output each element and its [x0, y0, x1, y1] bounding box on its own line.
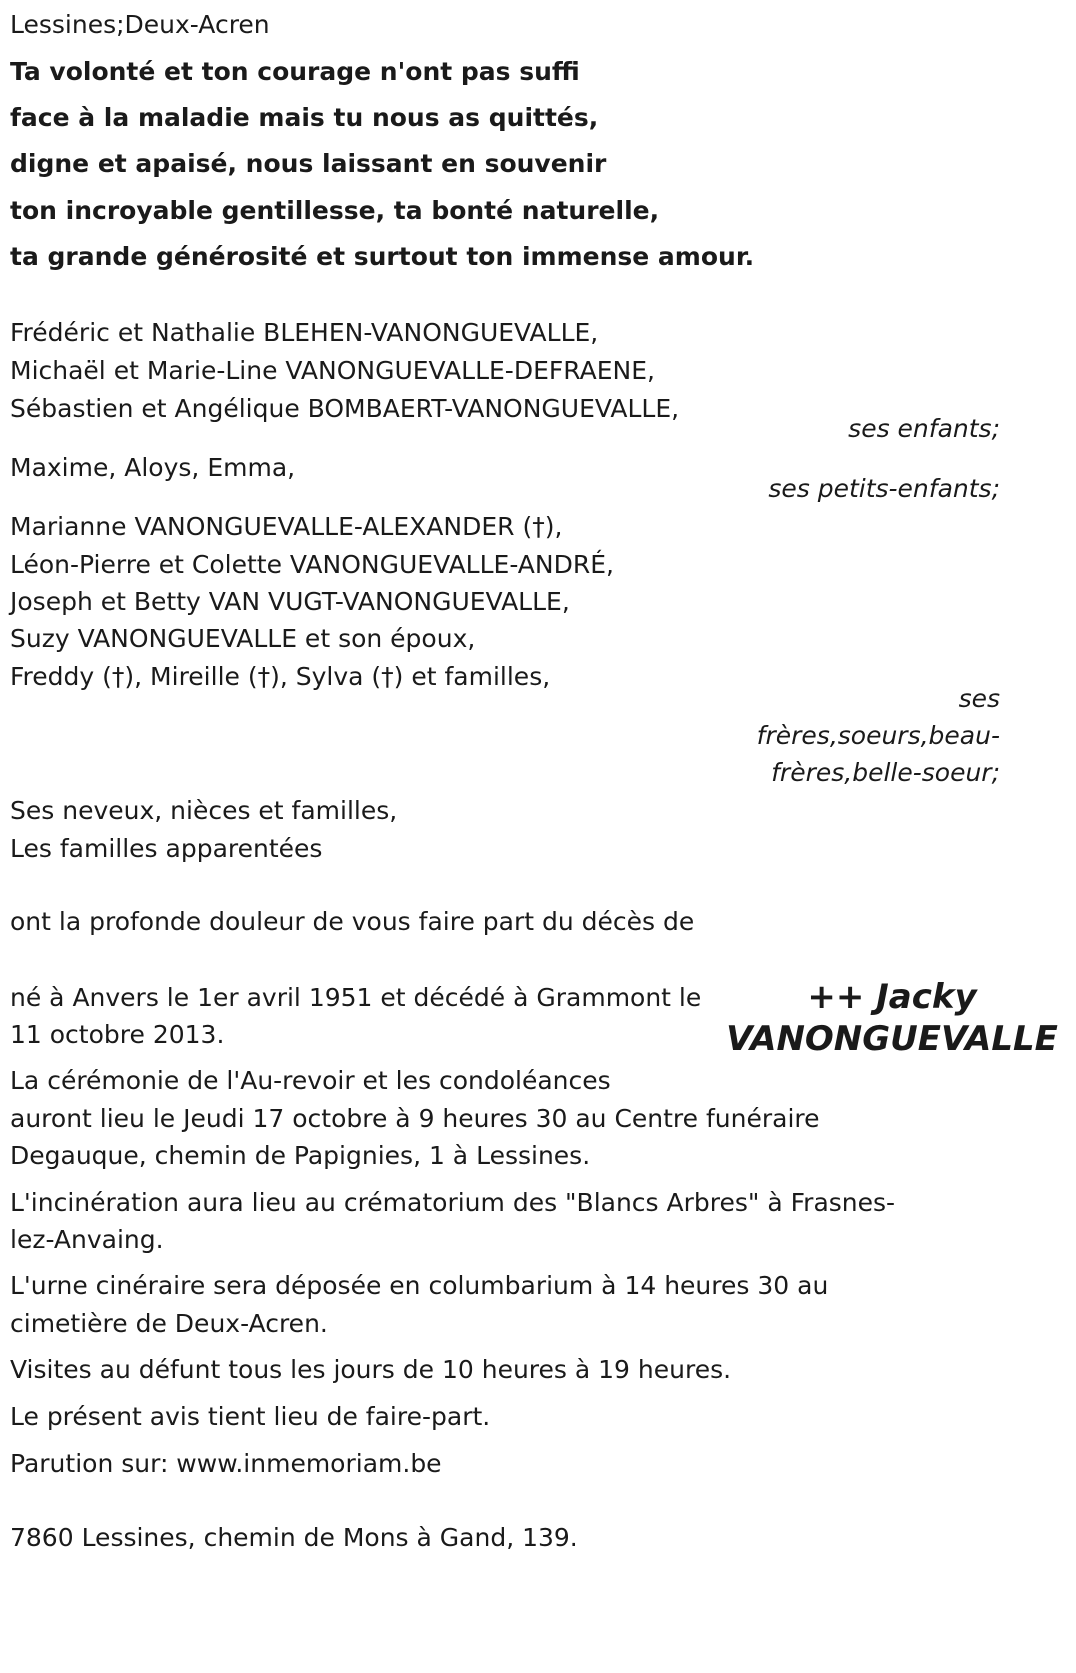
- siblings-relation: frères,belle-soeur;: [771, 758, 1000, 787]
- deceased-name: ++ Jacky: [807, 977, 977, 1017]
- location-header: Lessines;Deux-Acren: [10, 10, 270, 39]
- sibling-line: Suzy VANONGUEVALLE et son époux,: [10, 624, 476, 653]
- children-relation: ses enfants;: [848, 414, 1000, 443]
- sibling-line: Joseph et Betty VAN VUGT-VANONGUEVALLE,: [10, 587, 570, 616]
- sibling-line: Marianne VANONGUEVALLE-ALEXANDER (†),: [10, 512, 563, 541]
- address: 7860 Lessines, chemin de Mons à Gand, 139.: [10, 1523, 578, 1552]
- children-line: Sébastien et Angélique BOMBAERT-VANONGUEVALLE,: [10, 394, 680, 423]
- urn-line: L'urne cinéraire sera déposée en columbarium à 14 heures 30 au: [10, 1271, 829, 1300]
- birth-death-line: 11 octobre 2013.: [10, 1020, 225, 1049]
- incineration-line: L'incinération aura lieu au crématorium des "Blancs Arbres" à Frasnes-: [10, 1188, 896, 1217]
- ceremony-line: auront lieu le Jeudi 17 octobre à 9 heures 30 au Centre funéraire: [10, 1104, 820, 1133]
- poem-line: ton incroyable gentillesse, ta bonté naturelle,: [10, 196, 660, 225]
- sibling-line: Freddy (†), Mireille (†), Sylva (†) et familles,: [10, 662, 551, 691]
- birth-death-line: né à Anvers le 1er avril 1951 et décédé à Grammont le: [10, 983, 702, 1012]
- others-line: Les familles apparentées: [10, 834, 323, 863]
- visits-info: Visites au défunt tous les jours de 10 heures à 19 heures.: [10, 1355, 732, 1384]
- announcement: ont la profonde douleur de vous faire part du décès de: [10, 907, 695, 936]
- poem-line: face à la maladie mais tu nous as quittés,: [10, 103, 599, 132]
- grandchildren: Maxime, Aloys, Emma,: [10, 453, 296, 482]
- grandchildren-relation: ses petits-enfants;: [768, 474, 1000, 503]
- children-line: Michaël et Marie-Line VANONGUEVALLE-DEFRAENE,: [10, 356, 655, 385]
- urn-line: cimetière de Deux-Acren.: [10, 1309, 328, 1338]
- siblings-relation: frères,soeurs,beau-: [756, 721, 1000, 750]
- poem-line: ta grande générosité et surtout ton immense amour.: [10, 242, 755, 271]
- ceremony-line: La cérémonie de l'Au-revoir et les condoléances: [10, 1066, 611, 1095]
- children-line: Frédéric et Nathalie BLEHEN-VANONGUEVALLE,: [10, 318, 599, 347]
- siblings-relation: ses: [958, 684, 1000, 713]
- ceremony-line: Degauque, chemin de Papignies, 1 à Lessines.: [10, 1141, 591, 1170]
- incineration-line: lez-Anvaing.: [10, 1225, 164, 1254]
- publication-info: Parution sur: www.inmemoriam.be: [10, 1449, 442, 1478]
- poem-line: Ta volonté et ton courage n'ont pas suffi: [10, 57, 580, 86]
- deceased-name: VANONGUEVALLE: [726, 1019, 1058, 1059]
- poem-line: digne et apaisé, nous laissant en souvenir: [10, 149, 607, 178]
- sibling-line: Léon-Pierre et Colette VANONGUEVALLE-ANDRÉ,: [10, 550, 614, 579]
- others-line: Ses neveux, nièces et familles,: [10, 796, 398, 825]
- notice-info: Le présent avis tient lieu de faire-part.: [10, 1402, 491, 1431]
